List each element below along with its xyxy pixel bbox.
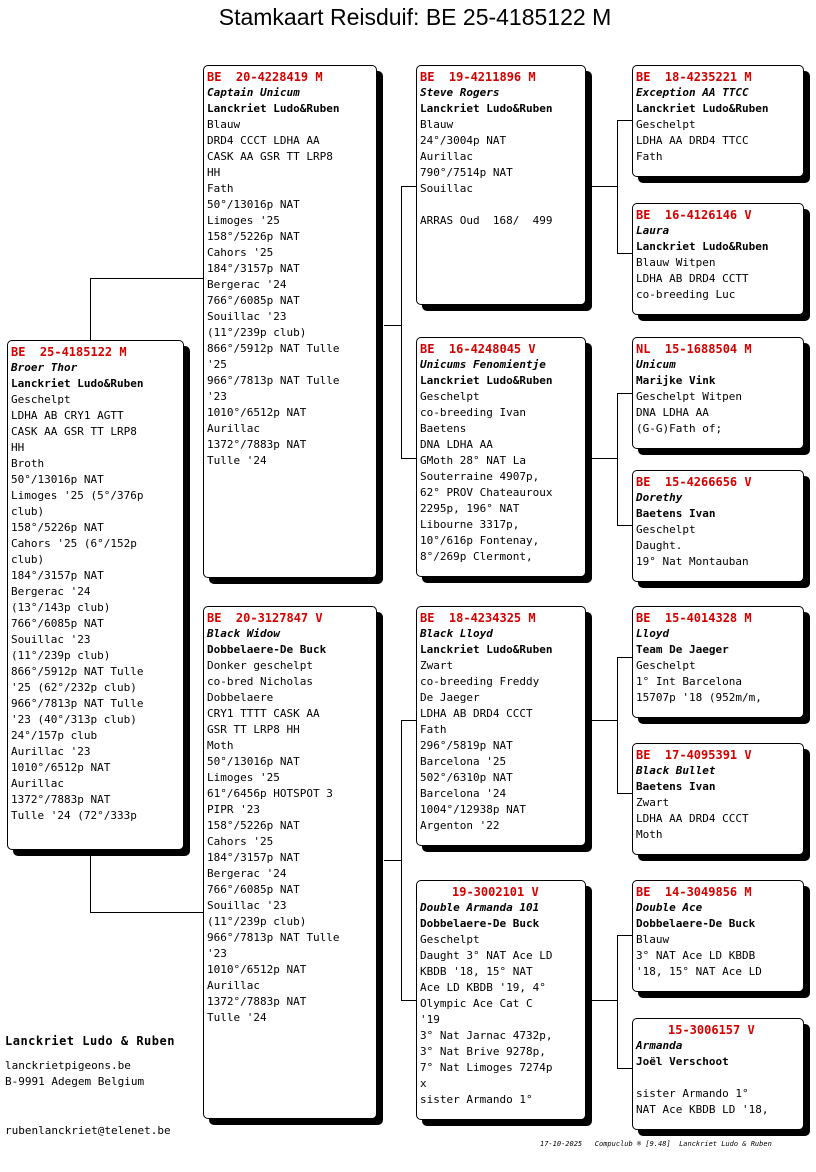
info-line: 184°/3157p NAT [207,851,300,864]
breeder-email[interactable]: rubenlanckriet@telenet.be [5,1124,171,1137]
info-line: (11°/239p club) [11,649,111,662]
info-line: 1372°/7883p NAT [11,793,111,806]
info-line: co-breeding Freddy [420,675,540,688]
info-line: LDHA AB DRD4 CCTT [636,272,749,285]
info-line: Limoges '25 [207,214,280,227]
info-line: 3° Nat Jarnac 4732p, [420,1029,553,1042]
connector [401,186,402,458]
info-line: 62° PROV Chateauroux [420,486,553,499]
info-line: Zwart [420,659,454,672]
info-line: 7° Nat Limoges 7274p [420,1061,553,1074]
pigeon-owner: Lanckriet Ludo&Ruben [636,240,769,253]
card-dam-dam-sire [632,880,804,992]
info-line: Fath [207,182,234,195]
connector [617,793,633,794]
connector [617,253,633,254]
info-line: 502°/6310p NAT [420,771,513,784]
info-line: KBDB '18, 15° NAT [420,965,533,978]
info-line: 1004°/12938p NAT [420,803,526,816]
ring-number: BE 25-4185122 M [11,345,127,359]
connector [401,458,417,459]
info-line: Geschelpt [636,659,696,672]
info-line: Geschelpt [420,390,480,403]
connector [90,912,204,913]
connector [617,935,633,936]
info-line: HH [11,441,25,454]
breeder-address: B-9991 Adegem Belgium [5,1075,145,1088]
page-title: Stamkaart Reisduif: BE 25-4185122 M [218,4,612,30]
ring-number: NL 15-1688504 M [636,342,752,356]
info-line: Souillac '23 [207,310,287,323]
info-line: DNA LDHA AA [420,438,493,451]
info-line: (13°/143p club) [11,601,111,614]
connector [90,278,204,279]
connector [401,186,417,187]
info-line: '23 [207,947,227,960]
pigeon-name: Black Bullet [636,764,716,777]
info-line: '23 [207,390,227,403]
info-line: Donker geschelpt [207,659,313,672]
info-line: 766°/6085p NAT [207,294,300,307]
card-dam-sire [416,606,586,846]
info-line: 1010°/6512p NAT [207,963,307,976]
pigeon-owner: Lanckriet Ludo&Ruben [420,643,553,656]
info-line: 296°/5819p NAT [420,739,513,752]
breeder-info [5,1033,175,1090]
ring-number: BE 19-4211896 M [420,70,536,84]
pigeon-name: Dorethy [636,491,683,504]
info-line: 24°/157p club [11,729,98,742]
info-line: Limoges '25 [207,771,280,784]
info-line: LDHA AB DRD4 CCCT [420,707,533,720]
info-line: Souillac '23 [207,899,287,912]
connector [617,657,618,793]
info-line: Souillac '23 [11,633,91,646]
pigeon-name: Unicums Fenomientje [420,358,546,371]
info-line: Cahors '25 [207,246,274,259]
info-line: Olympic Ace Cat C [420,997,533,1010]
ring-number: BE 16-4248045 V [420,342,536,356]
connector [617,393,618,525]
info-line: Broth [11,457,45,470]
info-line: 15707p '18 (952m/m, [636,691,762,704]
connector [590,186,617,187]
info-line: Geschelpt [636,118,696,131]
info-line: 1372°/7883p NAT [207,995,307,1008]
pigeon-owner: Baetens Ivan [636,780,716,793]
info-line: (G-G)Fath of; [636,422,723,435]
connector [617,525,633,526]
info-line: Barcelona '25 [420,755,507,768]
connector [590,458,617,459]
card-dam-sire-dam [632,743,804,855]
pigeon-name: Armanda [636,1039,683,1052]
info-line: 966°/7813p NAT Tulle [207,931,340,944]
connector [401,720,417,721]
info-line: 866°/5912p NAT Tulle [11,665,144,678]
card-sire-dam-sire [632,337,804,449]
info-line: Moth [207,739,234,752]
info-line: '25 [207,358,227,371]
ring-number: 19-3002101 V [452,885,539,899]
info-line: Geschelpt [420,933,480,946]
ring-number: BE 20-3127847 V [207,611,323,625]
info-line: 50°/13016p NAT [207,755,300,768]
info-line: Zwart [636,796,670,809]
connector [590,1000,617,1001]
info-line: Fath [636,150,663,163]
info-line: Cahors '25 [207,835,274,848]
ring-number: BE 15-4266656 V [636,475,752,489]
info-line: NAT Ace KBDB LD '18, [636,1103,769,1116]
info-line [420,197,582,213]
info-line: Souillac [420,182,473,195]
info-line: Aurillac [207,422,260,435]
card-sire-sire-dam [632,203,804,315]
info-line: club) [11,505,45,518]
info-line: Blauw [420,118,454,131]
info-line: Daught 3° NAT Ace LD [420,949,553,962]
info-line: Aurillac [420,150,473,163]
info-line: GMoth 28° NAT La [420,454,526,467]
connector [617,120,633,121]
pigeon-owner: Dobbelaere-De Buck [636,917,756,930]
info-line: x [420,1077,427,1090]
pigeon-name: Laura [636,224,670,237]
card-dam-dam [416,880,586,1120]
pigeon-name: Exception AA TTCC [636,86,749,99]
info-line: club) [11,553,45,566]
info-line: 50°/13016p NAT [207,198,300,211]
connector [384,860,401,861]
info-line: Tulle '24 [207,1011,267,1024]
info-line: 24°/3004p NAT [420,134,507,147]
pigeon-owner: Lanckriet Ludo&Ruben [636,102,769,115]
pigeon-owner: Joël Verschoot [636,1055,729,1068]
connector [590,720,617,721]
info-line: Souterraine 4907p, [420,470,540,483]
info-line: GSR TT LRP8 HH [207,723,300,736]
info-line: Daught. [636,539,683,552]
pigeon-owner: Baetens Ivan [636,507,716,520]
info-line: 966°/7813p NAT Tulle [207,374,340,387]
info-line: 158°/5226p NAT [11,521,104,534]
info-line: '18, 15° NAT Ace LD [636,965,762,978]
info-line: Dobbelaere [207,691,274,704]
ring-number: BE 17-4095391 V [636,748,752,762]
pigeon-name: Double Ace [636,901,703,914]
info-line: 184°/3157p NAT [11,569,104,582]
info-line: Geschelpt Witpen [636,390,742,403]
card-sire-sire-sire [632,65,804,177]
info-line: DRD4 CCCT LDHA AA [207,134,320,147]
info-line: 1372°/7883p NAT [207,438,307,451]
pigeon-owner: Lanckriet Ludo&Ruben [207,102,340,115]
info-line: Bergerac '24 [207,867,287,880]
info-line [636,1070,800,1086]
info-line: Tulle '24 (72°/333p [11,809,137,822]
info-line: Aurillac '23 [11,745,91,758]
info-line: 8°/269p Clermont, [420,550,533,563]
info-line: Barcelona '24 [420,787,507,800]
card-dam [203,606,377,1119]
info-line: 61°/6456p HOTSPOT 3 [207,787,333,800]
connector [90,278,91,341]
info-line: Cahors '25 (6°/152p [11,537,137,550]
info-line: Argenton '22 [420,819,500,832]
connector [90,850,91,912]
pigeon-name: Broer Thor [11,361,78,374]
info-line: Ace LD KBDB '19, 4° [420,981,546,994]
info-line: 2295p, 196° NAT [420,502,520,515]
info-line: CRY1 TTTT CASK AA [207,707,320,720]
info-line: LDHA AB CRY1 AGTT [11,409,124,422]
card-subject [7,340,184,850]
info-line: '19 [420,1013,440,1026]
info-line: 158°/5226p NAT [207,230,300,243]
info-line: Baetens [420,422,467,435]
connector [617,1068,633,1069]
pigeon-name: Lloyd [636,627,670,640]
card-sire-dam [416,337,586,577]
info-line: LDHA AA DRD4 CCCT [636,812,749,825]
info-line: (11°/239p club) [207,326,307,339]
ring-number: BE 18-4234325 M [420,611,536,625]
info-line: 966°/7813p NAT Tulle [11,697,144,710]
info-line: Libourne 3317p, [420,518,520,531]
info-line: 3° NAT Ace LD KBDB [636,949,756,962]
info-line: Aurillac [11,777,64,790]
info-line: 766°/6085p NAT [207,883,300,896]
info-line: '23 (40°/313p club) [11,713,137,726]
info-line: co-bred Nicholas [207,675,313,688]
pigeon-name: Black Lloyd [420,627,493,640]
info-line: (11°/239p club) [207,915,307,928]
info-line: 766°/6085p NAT [11,617,104,630]
breeder-website[interactable]: lanckrietpigeons.be [5,1059,131,1072]
info-line: co-breeding Luc [636,288,736,301]
pigeon-owner: Team De Jaeger [636,643,729,656]
info-line: 790°/7514p NAT [420,166,513,179]
pigeon-owner: Lanckriet Ludo&Ruben [420,374,553,387]
info-line: 184°/3157p NAT [207,262,300,275]
info-line: Aurillac [207,979,260,992]
connector [617,657,633,658]
pigeon-name: Captain Unicum [207,86,300,99]
ring-number: BE 16-4126146 V [636,208,752,222]
info-line: CASK AA GSR TT LRP8 [207,150,333,163]
info-line: co-breeding Ivan [420,406,526,419]
info-line: Blauw [207,118,241,131]
info-line: HH [207,166,221,179]
info-line: CASK AA GSR TT LRP8 [11,425,137,438]
info-line: 50°/13016p NAT [11,473,104,486]
card-dam-dam-dam [632,1018,804,1130]
pigeon-name: Steve Rogers [420,86,500,99]
info-line: sister Armando 1° [636,1087,749,1100]
info-line: Blauw Witpen [636,256,716,269]
pigeon-owner: Marijke Vink [636,374,716,387]
pigeon-owner: Dobbelaere-De Buck [207,643,327,656]
info-line: Bergerac '24 [207,278,287,291]
info-line: 866°/5912p NAT Tulle [207,342,340,355]
info-line: DNA LDHA AA [636,406,709,419]
ring-number: BE 15-4014328 M [636,611,752,625]
info-line: Moth [636,828,663,841]
info-line: 19° Nat Montauban [636,555,749,568]
ring-number: 15-3006157 V [668,1023,755,1037]
info-line: LDHA AA DRD4 TTCC [636,134,749,147]
info-line: Bergerac '24 [11,585,91,598]
info-line: '25 (62°/232p club) [11,681,137,694]
pigeon-name: Unicum [636,358,676,371]
info-line: ARRAS Oud 168/ 499 [420,214,553,227]
ring-number: BE 14-3049856 M [636,885,752,899]
info-line: Tulle '24 [207,454,267,467]
ring-number: BE 18-4235221 M [636,70,752,84]
pigeon-owner: Dobbelaere-De Buck [420,917,540,930]
info-line: 158°/5226p NAT [207,819,300,832]
info-line: 1010°/6512p NAT [207,406,307,419]
info-line: Limoges '25 (5°/376p [11,489,144,502]
connector [617,393,633,394]
info-line: Geschelpt [11,393,71,406]
connector [617,120,618,253]
info-line: 10°/616p Fontenay, [420,534,540,547]
info-line: PIPR '23 [207,803,260,816]
card-dam-sire-sire [632,606,804,718]
info-line: Geschelpt [636,523,696,536]
info-line: 1° Int Barcelona [636,675,742,688]
card-sire-sire [416,65,586,305]
info-line: 1010°/6512p NAT [11,761,111,774]
pigeon-owner: Lanckriet Ludo&Ruben [420,102,553,115]
card-sire-dam-dam [632,470,804,582]
info-line: De Jaeger [420,691,480,704]
pigeon-name: Double Armanda 101 [420,901,540,914]
info-line: Blauw [636,933,670,946]
footer-credit: 17-10-2025 Compuclub ® [9.48] Lanckriet Ludo & Ruben [540,1140,772,1148]
pigeon-owner: Lanckriet Ludo&Ruben [11,377,144,390]
card-sire [203,65,377,578]
breeder-name: Lanckriet Ludo & Ruben [5,1034,175,1048]
info-line: Fath [420,723,447,736]
ring-number: BE 20-4228419 M [207,70,323,84]
info-line: sister Armando 1° [420,1093,533,1106]
pigeon-name: Black Widow [207,627,280,640]
connector [617,935,618,1068]
connector [401,720,402,1000]
info-line: 3° Nat Brive 9278p, [420,1045,546,1058]
connector [401,1000,417,1001]
connector [384,325,401,326]
